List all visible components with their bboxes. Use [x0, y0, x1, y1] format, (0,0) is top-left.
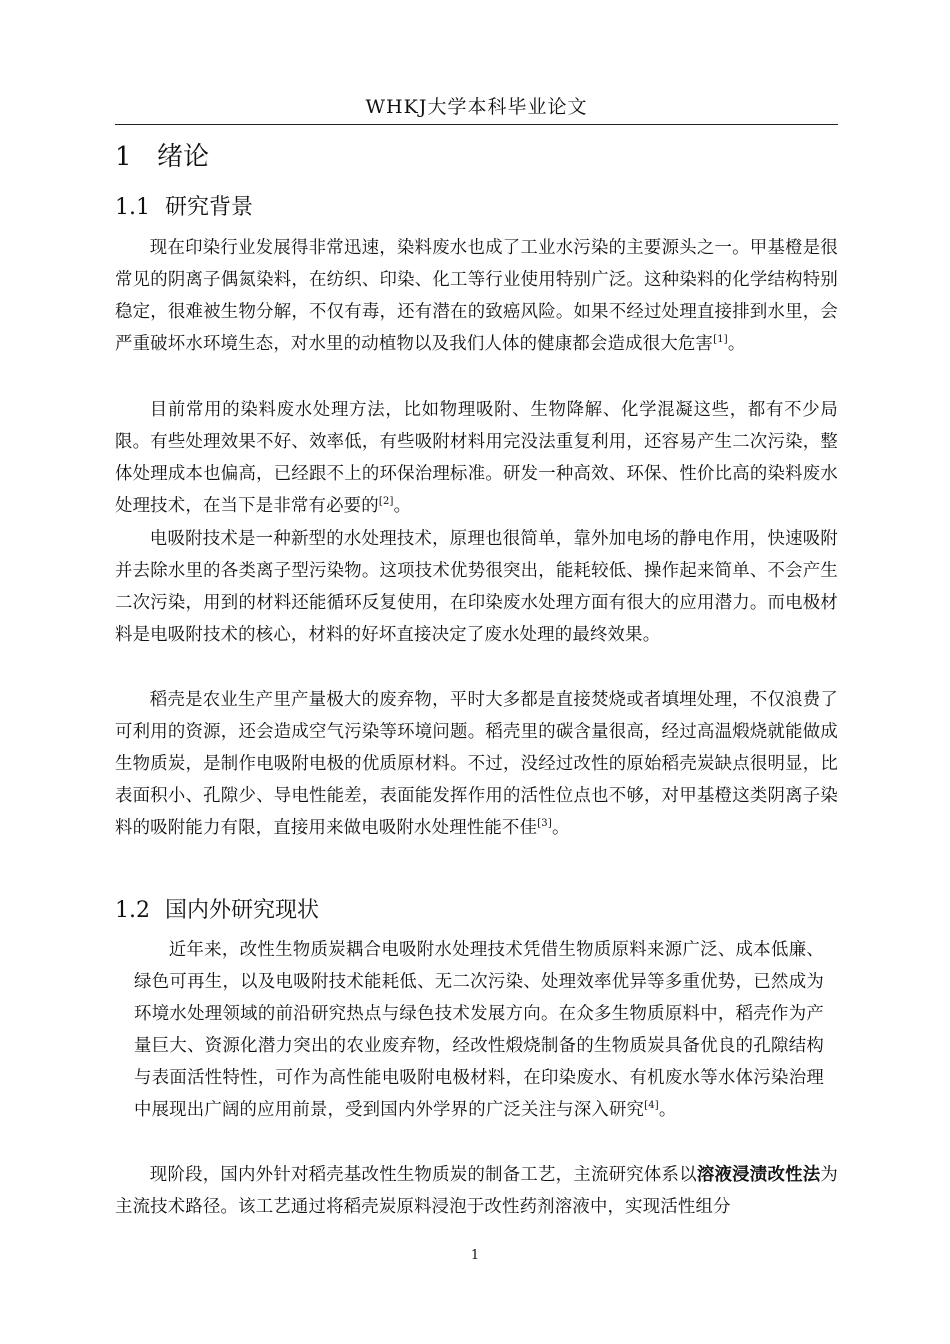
paragraph-5	[134, 934, 824, 1126]
running-header: WHKJ大学本科毕业论文	[365, 96, 588, 118]
paragraph-text: 近年来，改性生物质炭耦合电吸附水处理技术凭借生物质原料来源广泛、成本低廉、绿色可再生，以及电吸附技术能耗低、无二次污染、处理效率优异等多重优势，已然成为环境水处理领域的前沿研究热点与绿色技术发展方向。在众多生物质原料中，稻壳作为产量巨大、资源化潜力突出的农业废弃物，经改性煅烧制备的生物质炭具备优良的孔隙结构与表面活性特性，可作为高性能电吸附电极材料，在印染废水、有机废水等水体污染治理中展现出广阔的应用前景，受到国内外学界的广泛关注与深入研究	[134, 940, 824, 1120]
section-number: 1.2	[115, 898, 150, 923]
section-heading-1-2	[115, 893, 319, 924]
paragraph-text: 稻壳是农业生产里产量极大的废弃物，平时大多都是直接焚烧或者填埋处理，不仅浪费了可利用的资源，还会造成空气污染等环境问题。稻壳里的碳含量很高，经过高温煅烧就能做成生物质炭，是制作电吸附电极的优质原材料。不过，没经过改性的原始稻壳炭缺点很明显，比表面积小、孔隙少、导电性能差，表面能发挥作用的活性位点也不够，对甲基橙这类阴离子染料的吸附能力有限，直接用来做电吸附水处理性能不佳	[115, 690, 838, 838]
bold-term: 溶液浸渍改性法	[696, 1165, 821, 1185]
chapter-heading	[115, 136, 209, 173]
paragraph-3	[115, 523, 838, 651]
paragraph-end: 。	[393, 496, 412, 516]
citation-ref: [4]	[644, 1100, 659, 1112]
paragraph-text: 电吸附技术是一种新型的水处理技术，原理也很简单，靠外加电场的静电作用，快速吸附并去除水里的各类离子型污染物。这项技术优势很突出，能耗较低、操作起来简单、不会产生二次污染，用到的材料还能循环反复使用，在印染废水处理方面有很大的应用潜力。而电极材料是电吸附技术的核心，材料的好坏直接决定了废水处理的最终效果。	[115, 529, 838, 645]
paragraph-6	[115, 1159, 838, 1223]
paragraph-1	[115, 232, 838, 360]
page-number: 1	[470, 1248, 480, 1263]
paragraph-2	[115, 394, 838, 522]
section-title: 国内外研究现状	[165, 898, 320, 923]
section-number: 1.1	[115, 195, 150, 220]
paragraph-text: 目前常用的染料废水处理方法，比如物理吸附、生物降解、化学混凝这些，都有不少局限。有些处理效果不好、效率低，有些吸附材料用完没法重复利用，还容易产生二次污染，整体处理成本也偏高，已经跟不上的环保治理标准。研发一种高效、环保、性价比高的染料废水处理技术，在当下是非常有必要的	[115, 400, 838, 516]
section-title: 研究背景	[165, 195, 254, 220]
citation-ref: [1]	[713, 334, 728, 346]
citation-ref: [3]	[537, 818, 552, 830]
section-heading-1-1	[115, 190, 253, 221]
paragraph-end: 。	[727, 334, 746, 354]
paragraph-end: 。	[551, 818, 570, 838]
chapter-number: 1	[115, 142, 132, 172]
paragraph-text: 现阶段，国内外针对稻壳基改性生物质炭的制备工艺，主流研究体系以	[149, 1165, 697, 1185]
chapter-title: 绪论	[157, 142, 210, 172]
paragraph-text: 为主流技术路径。该工艺通过将稻壳炭原料浸泡于改性药剂溶液中，实现活性组分	[115, 1165, 838, 1217]
citation-ref: [2]	[378, 496, 394, 508]
paragraph-end: 。	[658, 1100, 677, 1120]
paragraph-4	[115, 684, 838, 844]
paragraph-text: 现在印染行业发展得非常迅速，染料废水也成了工业水污染的主要源头之一。甲基橙是很常见的阴离子偶氮染料，在纺织、印染、化工等行业使用特别广泛。这种染料的化学结构特别稳定，很难被生物分解，不仅有毒，还有潜在的致癌风险。如果不经过处理直接排到水里，会严重破坏水环境生态，对水里的动植物以及我们人体的健康都会造成很大危害	[115, 238, 838, 354]
header-divider	[115, 124, 838, 125]
